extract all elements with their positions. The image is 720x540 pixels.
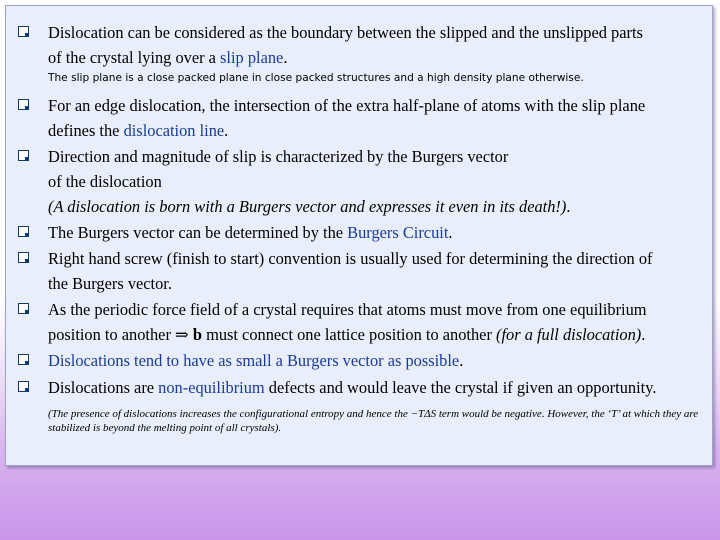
bullet-item-1 [18,20,712,70]
text: The Burgers vector can be determined by the [48,223,348,242]
text: defects and would leave the crystal if given an opportunity. [264,378,657,397]
text: defines the [48,121,124,140]
text: Right hand screw (finish to start) convention is usually used for determining the direction of [48,249,653,268]
text: Dislocations are [48,378,159,397]
note-slip-plane: The slip plane is a close packed plane in close packed structures and a high density plane otherwise. [48,72,584,84]
text: . [448,223,453,242]
text: Direction and magnitude of slip is characterized by the Burgers vector [48,147,509,166]
note-entropy: (The presence of dislocations increases the configurational entropy and hence the −TΔS term would be negative. However, the ‘T’ at which they are stabilized is beyond the melting point of all crystals). [48,408,699,434]
text: . [459,351,464,370]
checkbox-bullet-icon [18,303,29,314]
italic-note: (for a full dislocation) [496,325,642,344]
highlight-term: non-equilibrium [158,378,265,397]
content-panel [5,5,713,466]
highlight-term: dislocation line [123,121,225,140]
highlight-term: slip plane [220,48,284,67]
bullet-item-6 [18,297,712,347]
implies-arrow-icon: ⇒ [175,325,189,344]
checkbox-bullet-icon [18,150,29,161]
text: . [641,325,646,344]
bullet-item-7 [18,348,712,373]
text: . [283,48,288,67]
checkbox-bullet-icon [18,99,29,110]
bullet-item-2 [18,93,712,143]
bullet-item-3 [18,144,712,219]
checkbox-bullet-icon [18,354,29,365]
text: For an edge dislocation, the intersection of the extra half-plane of atoms with the slip plane [48,96,646,115]
burgers-vector-symbol: b [188,325,202,344]
text: the Burgers vector. [48,274,172,293]
text: . [566,197,571,216]
italic-note: (A dislocation is born with a Burgers vector and expresses it even in its death!) [48,197,567,216]
bullet-item-8 [18,375,712,400]
text: position to another [48,325,176,344]
checkbox-bullet-icon [18,26,29,37]
text: . [224,121,229,140]
text: Dislocation can be considered as the boundary between the slipped and the unslipped parts [48,23,643,42]
text: must connect one lattice position to another [201,325,497,344]
highlight-term: Burgers Circuit [347,223,449,242]
text: of the crystal lying over a [48,48,221,67]
checkbox-bullet-icon [18,226,29,237]
bullet-item-4 [18,220,712,245]
text: As the periodic force field of a crystal requires that atoms must move from one equilibrium [48,300,647,319]
bullet-item-5 [18,246,712,296]
checkbox-bullet-icon [18,381,29,392]
highlight-term: Dislocations tend to have as small a Burgers vector as possible [48,351,460,370]
text: of the dislocation [48,172,162,191]
checkbox-bullet-icon [18,252,29,263]
